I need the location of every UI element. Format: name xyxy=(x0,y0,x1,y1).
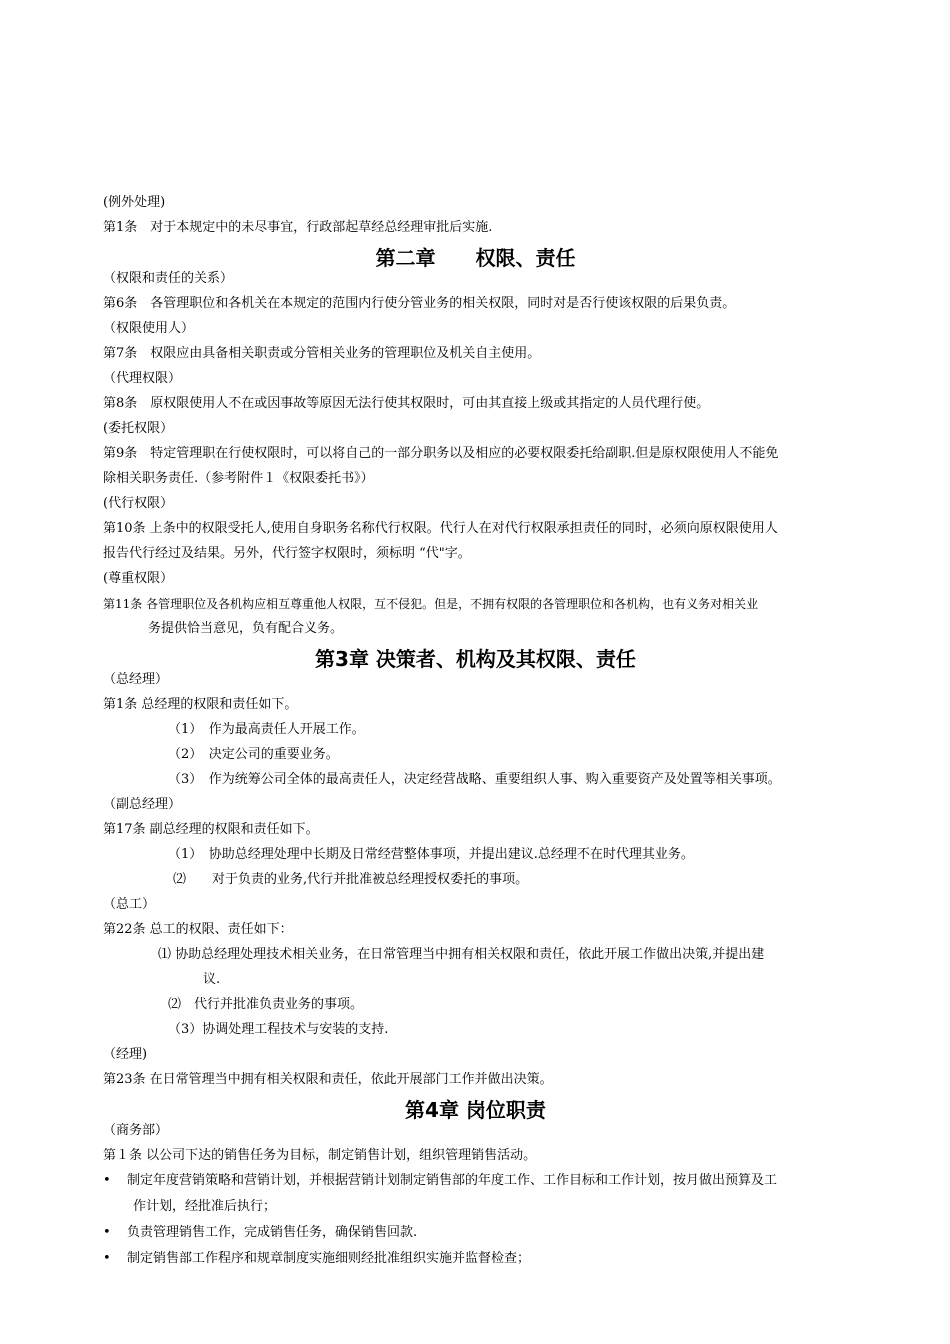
paragraph-line: 除相关职务责任.（参考附件１《权限委托书》） xyxy=(103,471,374,486)
list-item: （1） 作为最高责任人开展工作。 xyxy=(168,722,365,737)
paragraph-line: 第9条 特定管理职在行使权限时，可以将自己的一部分职务以及相应的必要权限委托给副职.但是原权限使用人不能免 xyxy=(103,446,779,461)
paragraph-line: (例外处理) xyxy=(103,195,166,210)
paragraph-line: 第10条 上条中的权限受托人,使用自身职务名称代行权限。代行人在对代行权限承担责任的同时，必须向原权限使用人 xyxy=(103,521,778,536)
list-item: （1） 协助总经理处理中长期及日常经营整体事项，并提出建议.总经理不在时代理其业务。 xyxy=(168,847,694,862)
bullet-item xyxy=(103,1225,848,1251)
paragraph-line: (代行权限） xyxy=(103,496,174,511)
paragraph-line: 第11条 各管理职位及各机构应相互尊重他人权限，互不侵犯。但是，不拥有权限的各管理职位和各机构，也有义务对相关业 xyxy=(103,597,759,611)
list-item: ⑴ 协助总经理处理技术相关业务，在日常管理当中拥有相关权限和责任，依此开展工作做出决策,并提出建 xyxy=(158,947,765,962)
paragraph-line: 第8条 原权限使用人不在或因事故等原因无法行使其权限时，可由其直接上级或其指定的人员代理行使。 xyxy=(103,396,710,411)
paragraph-line: （经理) xyxy=(103,1047,148,1062)
paragraph-line: (委托权限） xyxy=(103,421,174,436)
bullet-icon: • xyxy=(103,1173,111,1188)
paragraph-line: 务提供恰当意见，负有配合义务。 xyxy=(148,621,344,636)
list-item: ⑵ 代行并批准负责业务的事项。 xyxy=(168,997,364,1012)
paragraph-line: （权限使用人） xyxy=(103,321,195,336)
bullet-icon: • xyxy=(103,1225,111,1240)
paragraph-line: (尊重权限） xyxy=(103,571,174,586)
paragraph-line: （副总经理） xyxy=(103,797,182,812)
bullet-continuation: 作计划，经批准后执行； xyxy=(133,1199,277,1214)
chapter-heading: 第二章 权限、责任 xyxy=(375,246,576,270)
paragraph-line: 报告代行经过及结果。另外，代行签字权限时，须标明 “代"字。 xyxy=(103,546,471,561)
paragraph-line: （总经理） xyxy=(103,672,169,687)
list-item: （3）协调处理工程技术与安装的支持. xyxy=(168,1022,389,1037)
paragraph-line: 第1条 对于本规定中的未尽事宜，行政部起草经总经理审批后实施. xyxy=(103,220,493,235)
bullet-item xyxy=(103,1173,848,1199)
paragraph-line: （商务部） xyxy=(103,1123,169,1138)
bullet-icon: • xyxy=(103,1251,111,1266)
chapter-heading: 第4章 岗位职责 xyxy=(405,1098,546,1122)
bullet-text: 制定年度营销策略和营销计划，并根据营销计划制定销售部的年度工作、工作目标和工作计划，按月做出预算及工 xyxy=(127,1173,778,1188)
list-item: （3） 作为统筹公司全体的最高责任人，决定经营战略、重要组织人事、购入重要资产及处置等相关事项。 xyxy=(168,772,781,787)
bullet-text: 负责管理销售工作，完成销售任务，确保销售回款. xyxy=(127,1225,418,1240)
list-item: （2） 决定公司的重要业务。 xyxy=(168,747,339,762)
paragraph-line: 第23条 在日常管理当中拥有相关权限和责任，依此开展部门工作并做出决策。 xyxy=(103,1072,553,1087)
paragraph-line: 第7条 权限应由具备相关职责或分管相关业务的管理职位及机关自主使用。 xyxy=(103,346,541,361)
list-item-continuation: 议. xyxy=(203,972,221,987)
bullet-item xyxy=(103,1251,848,1277)
paragraph-line: 第6条 各管理职位和各机关在本规定的范围内行使分管业务的相关权限，同时对是否行使该权限的后果负责。 xyxy=(103,296,736,311)
bullet-text: 制定销售部工作程序和规章制度实施细则经批准组织实施并监督检查； xyxy=(127,1251,531,1266)
paragraph-line: （总工） xyxy=(103,897,156,912)
list-item: ⑵ 对于负责的业务,代行并批准被总经理授权委托的事项。 xyxy=(173,872,529,887)
document-page xyxy=(103,195,848,1277)
paragraph-line: 第22条 总工的权限、责任如下： xyxy=(103,922,293,937)
paragraph-line: 第１条 以公司下达的销售任务为目标，制定销售计划，组织管理销售活动。 xyxy=(103,1148,537,1163)
paragraph-line: 第1条 总经理的权限和责任如下。 xyxy=(103,697,298,712)
paragraph-line: 第17条 副总经理的权限和责任如下。 xyxy=(103,822,319,837)
paragraph-line: （权限和责任的关系） xyxy=(103,271,234,286)
paragraph-line: （代理权限） xyxy=(103,371,182,386)
chapter-heading: 第3章 决策者、机构及其权限、责任 xyxy=(315,647,636,671)
